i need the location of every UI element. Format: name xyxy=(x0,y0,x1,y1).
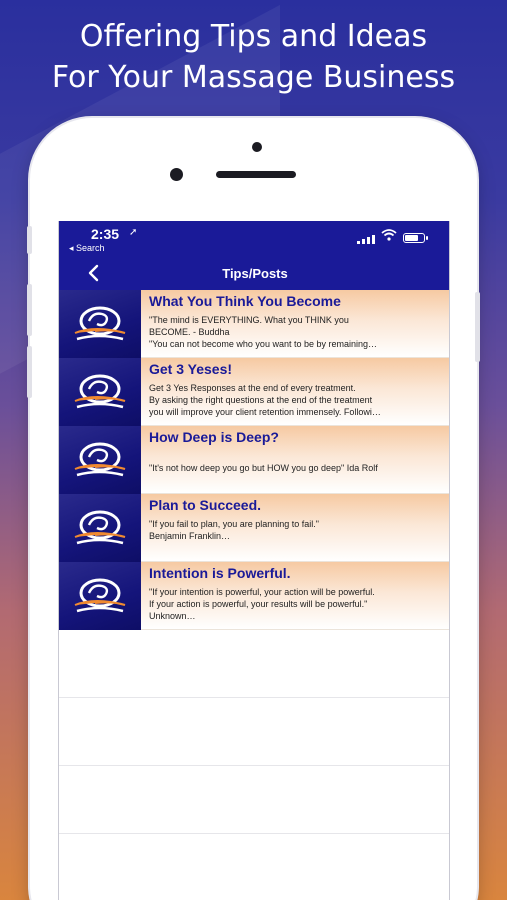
list-item[interactable] xyxy=(59,562,449,630)
snippet-line: you will improve your client retention immensely. Followi… xyxy=(149,407,381,417)
snippet-line: By asking the right questions at the end of the treatment xyxy=(149,395,373,405)
post-content xyxy=(141,494,449,561)
posts-list xyxy=(59,290,449,900)
empty-list-row xyxy=(59,834,449,900)
post-snippet xyxy=(149,450,443,486)
snippet-line xyxy=(149,474,443,486)
snippet-line: BECOME. - Buddha xyxy=(149,327,230,337)
swirl-logo-icon xyxy=(59,426,141,494)
list-item[interactable] xyxy=(59,290,449,358)
empty-list-row xyxy=(59,698,449,766)
power-button xyxy=(475,292,480,362)
swirl-logo-icon xyxy=(59,290,141,358)
post-content xyxy=(141,290,449,357)
post-title: Plan to Succeed. xyxy=(149,497,262,513)
post-snippet xyxy=(149,314,443,350)
post-snippet xyxy=(149,518,443,554)
front-camera-icon xyxy=(252,142,262,152)
snippet-line: Benjamin Franklin… xyxy=(149,531,231,541)
volume-up-button xyxy=(27,284,32,336)
snippet-line: If your action is powerful, your results will be powerful." xyxy=(149,599,368,609)
app-header xyxy=(59,221,449,290)
promo-headline xyxy=(0,16,507,98)
empty-list-row xyxy=(59,766,449,834)
post-content xyxy=(141,358,449,425)
app-screen xyxy=(58,221,450,900)
snippet-line: "If you fail to plan, you are planning to fail." xyxy=(149,519,319,529)
promo-line-1: Offering Tips and Ideas xyxy=(79,19,428,54)
empty-list-row xyxy=(59,630,449,698)
swirl-logo-icon xyxy=(59,562,141,630)
snippet-line: "You can not become who you want to be by remaining… xyxy=(149,339,378,349)
signal-icon xyxy=(357,234,375,244)
proximity-sensor-icon xyxy=(170,168,183,181)
snippet-line: Unknown… xyxy=(149,611,196,621)
post-snippet xyxy=(149,382,443,418)
post-title: How Deep is Deep? xyxy=(149,429,279,445)
snippet-line: "If your intention is powerful, your action will be powerful. xyxy=(149,587,375,597)
snippet-line: Get 3 Yes Responses at the end of every treatment. xyxy=(149,383,356,393)
back-to-search-link[interactable]: ◂ Search xyxy=(69,243,105,253)
post-title: Intention is Powerful. xyxy=(149,565,291,581)
post-snippet xyxy=(149,586,443,622)
post-content xyxy=(141,562,449,629)
promo-line-2: For Your Massage Business xyxy=(51,60,456,95)
post-title: What You Think You Become xyxy=(149,293,341,309)
list-item[interactable] xyxy=(59,358,449,426)
snippet-line xyxy=(149,450,443,462)
battery-icon xyxy=(403,233,425,243)
location-arrow-icon: ➚ xyxy=(129,227,138,238)
snippet-line: "It's not how deep you go but HOW you go deep" Ida Rolf xyxy=(149,463,378,473)
status-time: 2:35 xyxy=(91,226,120,242)
list-item[interactable] xyxy=(59,494,449,562)
volume-down-button xyxy=(27,346,32,398)
swirl-logo-icon xyxy=(59,494,141,562)
snippet-line: "The mind is EVERYTHING. What you THINK you xyxy=(149,315,349,325)
post-content xyxy=(141,426,449,493)
list-item[interactable] xyxy=(59,426,449,494)
post-title: Get 3 Yeses! xyxy=(149,361,233,377)
mute-switch xyxy=(27,226,32,254)
wifi-icon xyxy=(381,229,397,241)
page-title: Tips/Posts xyxy=(222,266,288,281)
swirl-logo-icon xyxy=(59,358,141,426)
earpiece-speaker-icon xyxy=(216,171,296,178)
snippet-line xyxy=(149,542,443,554)
